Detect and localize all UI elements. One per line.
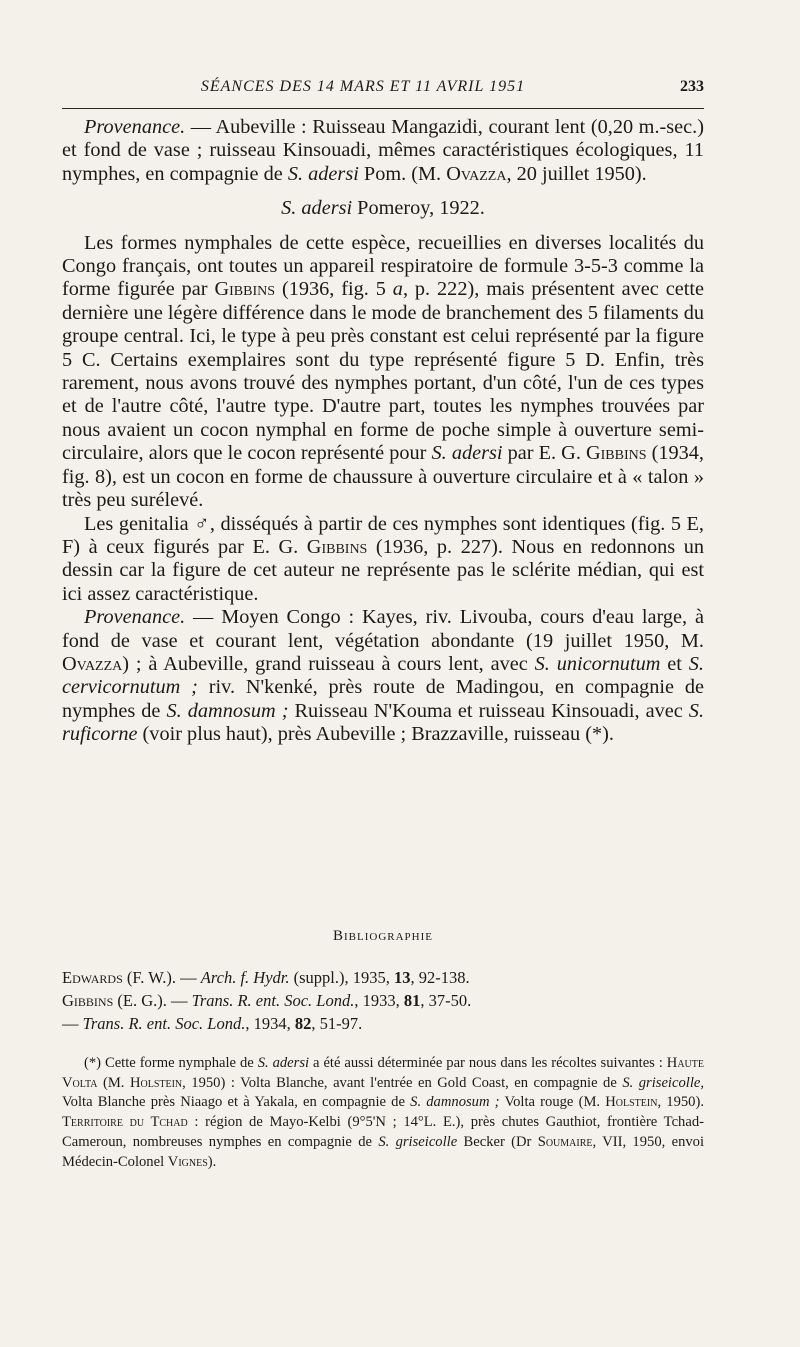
text-run: (voir plus haut), près Aubeville ; Brazzaville, ruisseau (*). <box>137 723 614 746</box>
species-name: S. adersi <box>287 162 359 185</box>
bib-volume: 82 <box>294 1014 312 1033</box>
bib-journal: Arch. f. Hydr. <box>200 968 290 987</box>
description-paragraph <box>62 232 704 513</box>
text-run: — Moyen Congo : Kayes, riv. Livouba, cours d'eau large, à fond de vase et courant lent, végétation abondante (19 juillet 1950, M. <box>62 606 704 652</box>
provenance-paragraph-2 <box>62 606 704 746</box>
person-name: Vignes <box>167 1153 208 1170</box>
species-heading-name: S. adersi <box>281 197 353 220</box>
bib-journal: Trans. R. ent. Soc. Lond. <box>191 991 355 1010</box>
bibliography-list <box>62 966 704 1035</box>
text-run: : région de Mayo-Kelbi (9°5'N ; 14°L. E.), près chutes Gauthiot, frontière Tchad-Cameroun, nombreuses nymphes en compagnie de <box>62 1114 704 1150</box>
person-name: Ovazza <box>62 652 123 675</box>
bib-year: (suppl.), 1935, <box>289 968 395 987</box>
person-name: Holstein <box>605 1094 658 1111</box>
provenance-label: Provenance. <box>84 606 186 629</box>
bib-initials: (F. W.). — <box>122 968 201 987</box>
footnote-text <box>62 1054 704 1172</box>
species-heading <box>62 197 704 220</box>
species-name: S. adersi <box>257 1055 310 1071</box>
text-run: par E. G. <box>502 442 586 465</box>
text-run: , p. 222), mais présentent avec cette dernière une légère différence dans le mode de branchement des 5 filaments du groupe central. Ici, le type à peu près constant est celui représenté par la figure 5 C. Certains exemplaires sont du type représenté figure 5 D. Enfin, très rarement, nous avons trouvé des nymphes portant, d'un côté, l'un de ces types et de l'autre côté, l'autre type. D'autre part, toutes les nymphes trouvées par nous avaient un cocon nymphal en forme de poche simple à ouverture semi-circulaire, alors que le cocon représenté pour <box>62 278 704 465</box>
bib-volume: 81 <box>403 991 421 1010</box>
text-run: Becker (Dr <box>457 1133 538 1150</box>
text-run: , VII, 1950, envoi Médecin-Colonel <box>62 1133 705 1170</box>
text-run: , 1950). <box>657 1094 704 1111</box>
running-header <box>62 78 704 100</box>
bib-pages: , 92-138. <box>410 968 470 987</box>
genitalia-paragraph <box>62 513 704 607</box>
text-run: (1936, fig. 5 <box>275 278 393 301</box>
species-name: S. ruficorne <box>62 699 705 746</box>
text-run: (*) Cette forme nymphale de <box>84 1055 258 1071</box>
text-run: (M. <box>97 1074 130 1091</box>
bibliography-entry <box>62 989 704 1012</box>
footnote <box>62 1054 704 1172</box>
text-run: ). <box>207 1153 217 1170</box>
species-name: S. damnosum ; <box>410 1094 500 1111</box>
main-text <box>62 116 704 747</box>
bib-author: Edwards <box>62 968 123 987</box>
bib-journal: Trans. R. ent. Soc. Lond. <box>82 1014 246 1033</box>
page-number: 233 <box>680 78 704 95</box>
text-run: ) ; à Aubeville, grand ruisseau à cours lent, avec <box>122 652 535 675</box>
species-heading-author: Pomeroy, 1922. <box>352 197 485 220</box>
species-name: S. adersi <box>431 442 503 465</box>
header-title: SÉANCES DES 14 MARS ET 11 AVRIL 1951 <box>200 78 526 95</box>
bib-author: Gibbins <box>62 991 114 1010</box>
figure-ref: a <box>392 278 403 301</box>
bibliography-entry <box>62 966 704 989</box>
text-run: a été aussi déterminée par nous dans les récoltes suivantes : <box>309 1055 667 1071</box>
text-run: et <box>660 652 689 675</box>
text-run: (1934, fig. 8), est un cocon en forme de chaussure à ouverture circulaire et à « talon » très peu surélevé. <box>62 442 705 512</box>
bib-pages: , 51-97. <box>311 1014 363 1033</box>
species-name: S. damnosum ; <box>166 699 289 722</box>
place-name: Haute Volta <box>62 1055 704 1091</box>
bibliography-title: Bibliographie <box>333 928 433 944</box>
header-rule <box>62 108 704 109</box>
text-run: Les genitalia ♂, disséqués à partir de ces nymphes sont identiques (fig. 5 E, F) à ceux figurés par E. G. <box>62 512 704 558</box>
species-name: S. griseicolle <box>378 1133 458 1150</box>
species-name: S. unicornutum <box>534 652 661 675</box>
text-run: , 1950) : Volta Blanche, avant l'entrée en Gold Coast, en compagnie de <box>182 1074 623 1091</box>
text-run: (1936, p. 227). Nous en redonnons un dessin car la figure de cet auteur ne représente pas le sclérite médian, qui est ici assez caractéristique. <box>62 535 705 605</box>
person-name: Ovazza <box>446 162 507 185</box>
bibliography-entry <box>62 1012 704 1035</box>
text-run: Ruisseau N'Kouma et ruisseau Kinsouadi, avec <box>288 699 689 722</box>
text-run: Volta rouge (M. <box>499 1094 606 1111</box>
text-run: Les formes nymphales de cette espèce, recueillies en diverses localités du Congo français, ont toutes un appareil respiratoire de formule 3-5-3 comme la forme figurée par <box>62 231 704 301</box>
bib-year: , 1933, <box>354 991 404 1010</box>
bib-initials: — <box>62 1014 83 1033</box>
provenance-paragraph-1 <box>62 116 704 186</box>
person-name: Holstein <box>129 1074 183 1091</box>
bib-initials: (E. G.). — <box>113 991 192 1010</box>
person-name: Gibbins <box>306 535 368 558</box>
bib-pages: , 37-50. <box>420 991 472 1010</box>
person-name: Soumaire <box>537 1133 593 1150</box>
bib-year: , 1934, <box>245 1014 295 1033</box>
text-run: , 20 juillet 1950). <box>506 162 647 185</box>
text-run: Pom. (M. <box>358 162 447 185</box>
text-run: — Aubeville : Ruisseau Mangazidi, courant lent (0,20 m.-sec.) et fond de vase ; ruisseau Kinsouadi, mêmes caractéristiques écologiques, 11 nymphes, en compagnie de <box>62 116 704 185</box>
text-run: Volta Blanche près Niaago et à Yakala, en compagnie de <box>62 1094 411 1111</box>
place-name: Territoire du Tchad <box>62 1114 188 1131</box>
species-name: S. griseicolle, <box>622 1074 704 1091</box>
text-run: riv. N'kenké, près route de Madingou, en compagnie de nymphes de <box>62 676 704 722</box>
bib-volume: 13 <box>394 968 411 987</box>
species-name: S. cervicornutum ; <box>62 652 704 699</box>
person-name: Gibbins <box>585 442 647 465</box>
person-name: Gibbins <box>214 278 276 301</box>
provenance-label: Provenance. <box>84 116 186 138</box>
